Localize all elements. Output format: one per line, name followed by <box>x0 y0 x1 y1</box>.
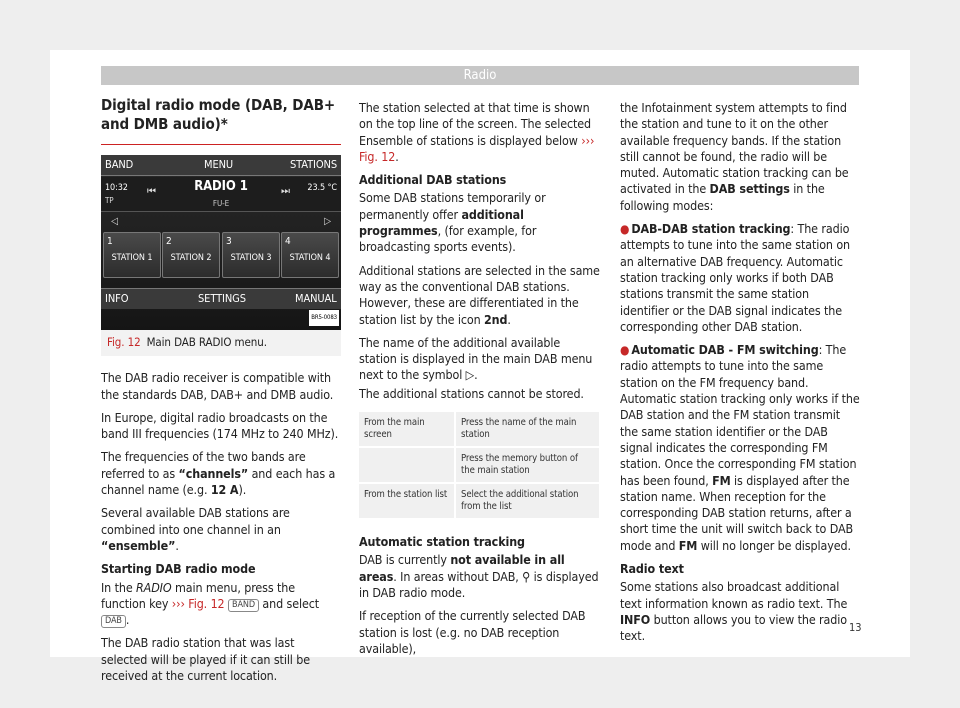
paragraph: Some DAB stations temporarily or permanently offer additional programmes, (for example, for broadcasting sports events). <box>359 190 546 255</box>
table-cell: From the main screen <box>359 412 454 446</box>
paragraph: Some stations also broadcast additional text information known as radio text. The INFO button allows you to view the radio text. <box>620 579 848 644</box>
title-rule <box>101 144 341 145</box>
preset-number: 3 <box>226 236 232 247</box>
subheading: Automatic station tracking <box>359 534 525 550</box>
band-key: BAND <box>228 599 259 612</box>
table-row <box>359 484 599 518</box>
paragraph: In the RADIO main menu, press the function key ››› Fig. 12 BAND and select DAB . <box>101 579 320 628</box>
preset-button[interactable] <box>103 232 161 278</box>
paragraph: The additional stations cannot be stored. <box>359 385 584 401</box>
bullet-icon: ● <box>620 343 630 358</box>
bullet-item: ● Automatic DAB - FM switching: The radio attempts to tune into the same station on the FM frequency band. Automatic station tracking only works if the DAB station and the FM station transmit the same station identifier or the DAB signal indicates the corresponding FM station. Once the corresponding FM station has been found, FM is displayed after the station name. When reception for the corresponding DAB station returns, after a short time the unit will switch back to DAB mode and FM will no longer be displayed. <box>620 342 860 553</box>
station-display <box>101 177 341 212</box>
table-cell <box>359 448 454 482</box>
paragraph: DAB is currently not available in all areas. In areas without DAB, ⚲ is displayed in DAB radio mode. <box>359 552 599 600</box>
no-reception-icon: ⚲ <box>522 568 531 584</box>
figure-link[interactable]: ››› Fig. 12 <box>359 132 595 164</box>
paragraph: In Europe, digital radio broadcasts on the band III frequencies (174 MHz to 240 MHz). <box>101 409 339 442</box>
nav-row <box>101 214 341 230</box>
figure-caption <box>101 330 341 356</box>
subheading: Additional DAB stations <box>359 172 507 188</box>
skip-back-icon[interactable]: ⏮ <box>147 186 156 197</box>
preset-number: 4 <box>285 236 291 247</box>
selection-table <box>357 410 601 520</box>
running-header: Radio <box>101 66 859 85</box>
clock: 10:32 <box>105 183 128 193</box>
paragraph: The DAB radio station that was last selected will be played if it can still be received at the current location. <box>101 635 310 684</box>
stations-button[interactable]: STATIONS <box>290 158 338 171</box>
column-1 <box>101 96 341 691</box>
subheading: Starting DAB radio mode <box>101 561 256 577</box>
ensemble-name: FU-E <box>212 199 230 208</box>
preset-button[interactable] <box>162 232 220 278</box>
preset-button[interactable] <box>281 232 339 278</box>
settings-button[interactable]: SETTINGS <box>198 292 246 305</box>
preset-label: STATION 2 <box>170 253 212 263</box>
bullet-icon: ● <box>620 222 630 237</box>
column-3 <box>620 100 860 652</box>
preset-button[interactable] <box>222 232 280 278</box>
info-button[interactable]: INFO <box>105 292 129 305</box>
paragraph: The frequencies of the two bands are referred to as “channels” and each has a channel name (e.g. 12 A). <box>101 449 336 498</box>
skip-forward-icon[interactable]: ⏭ <box>281 186 290 197</box>
play-symbol-icon: ▷ <box>465 367 475 383</box>
top-bar <box>101 155 341 176</box>
subheading: Radio text <box>620 561 684 577</box>
bullet-item: ● DAB-DAB station tracking: The radio attempts to tune into the same station on an alternative DAB frequency. Automatic station tracking only works if both DAB stations transmit the same station identifier or the DAB signal indicates the corresponding other DAB station. <box>620 221 851 334</box>
tp-indicator: TP <box>105 196 114 205</box>
table-cell: Press the memory button of the main station <box>456 448 599 482</box>
caption-text: Main DAB RADIO menu. <box>146 335 267 349</box>
temperature: 23.5 °C <box>307 183 337 193</box>
page-number: 13 <box>849 621 862 634</box>
table-cell: Press the name of the main station <box>456 412 599 446</box>
paragraph: the Infotainment system attempts to find the station and tune to it on the other available frequency bands. If the station still cannot be found, the radio will be muted. Automatic station tracking can be activated in the DAB settings in the following modes: <box>620 100 849 213</box>
right-arrow-icon[interactable]: ▷ <box>324 216 331 227</box>
preset-number: 2 <box>166 236 172 247</box>
paragraph: The station selected at that time is shown on the top line of the screen. The selected Ensemble of stations is displayed below ››› Fig. 12. <box>359 100 595 164</box>
dab-key: DAB <box>101 615 126 628</box>
figure-link[interactable]: ››› Fig. 12 <box>171 595 225 611</box>
preset-label: STATION 3 <box>230 253 272 263</box>
preset-label: STATION 4 <box>289 253 331 263</box>
paragraph: Additional stations are selected in the same way as the conventional DAB stations. However, these are differentiated in the station list by the icon 2nd. <box>359 262 600 327</box>
caption-label: Fig. 12 <box>107 335 141 349</box>
manual-button[interactable]: MANUAL <box>295 292 337 305</box>
section-title: Digital radio mode (DAB, DAB+ and DMB audio)* <box>101 96 336 133</box>
band-button[interactable]: BAND <box>105 158 134 171</box>
paragraph: Several available DAB stations are combined into one channel in an “ensemble”. <box>101 505 290 553</box>
figure-code: BR5-0083 <box>309 310 339 326</box>
paragraph: The name of the additional available station is displayed in the main DAB menu next to the symbol ▷. <box>359 334 593 383</box>
menu-button[interactable]: MENU <box>204 158 234 171</box>
paragraph: The DAB radio receiver is compatible with the standards DAB, DAB+ and DMB audio. <box>101 370 334 402</box>
station-name: RADIO 1 <box>194 179 248 194</box>
radio-screen-figure <box>101 155 341 330</box>
paragraph: If reception of the currently selected DAB station is lost (e.g. no DAB reception available), <box>359 608 586 656</box>
preset-number: 1 <box>107 236 113 247</box>
table-cell: Select the additional station from the list <box>456 484 599 518</box>
column-2 <box>359 100 601 664</box>
table-row <box>359 412 599 446</box>
radio-screen <box>101 155 341 330</box>
bottom-bar <box>101 288 341 309</box>
table-row <box>359 448 599 482</box>
left-arrow-icon[interactable]: ◁ <box>111 216 118 227</box>
table-cell: From the station list <box>359 484 454 518</box>
preset-label: STATION 1 <box>111 253 153 263</box>
